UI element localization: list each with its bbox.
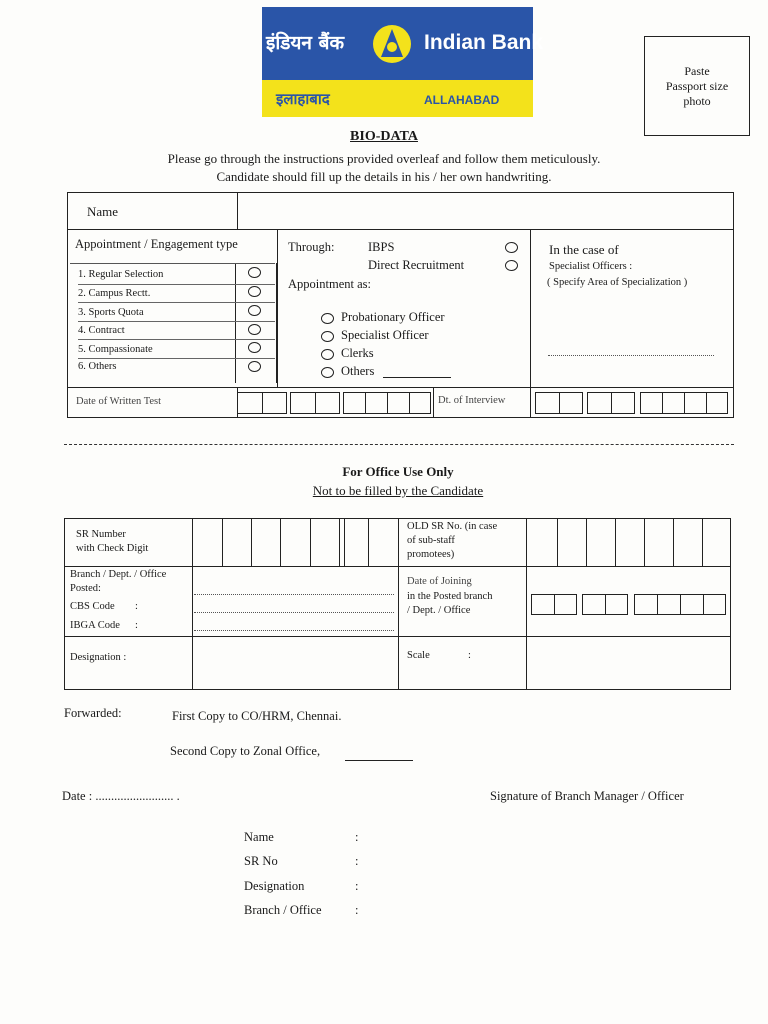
scale-label: Scale [407, 650, 430, 661]
branch-label-2: Posted: [70, 583, 101, 594]
appointment-as-label: Appointment as: [288, 277, 371, 291]
appointment-as-clerks-radio[interactable] [321, 349, 334, 360]
photo-box-line2: Passport size [665, 79, 729, 93]
appointment-as-so: Specialist Officer [341, 328, 429, 342]
row-divider [78, 284, 275, 285]
cbs-code-write-line[interactable] [194, 612, 394, 613]
through-ibps-radio[interactable] [505, 242, 518, 253]
logo-hindi-name: इंडियन बैंक [266, 32, 345, 54]
sr-number-label-1: SR Number [76, 529, 126, 540]
scale-colon: : [468, 650, 471, 661]
box-divider [554, 594, 555, 615]
passport-photo-box [644, 36, 750, 136]
others-write-line[interactable] [383, 377, 451, 378]
written-test-label: Date of Written Test [76, 396, 162, 407]
signatory-srno-colon: : [355, 854, 359, 868]
joining-label-3: / Dept. / Office [407, 605, 471, 616]
form-divider [67, 229, 734, 230]
through-option-ibps: IBPS [368, 240, 395, 254]
photo-box-line3: photo [683, 94, 711, 108]
forwarded-label: Forwarded: [64, 706, 122, 720]
form-divider [277, 229, 278, 387]
ibga-code-write-line[interactable] [194, 630, 394, 631]
box-divider [706, 392, 707, 414]
appointment-as-others-radio[interactable] [321, 367, 334, 378]
box-divider [611, 392, 612, 414]
form-divider [433, 387, 434, 418]
through-option-direct: Direct Recruitment [368, 258, 465, 272]
specialist-case-label: In the case of [549, 242, 619, 257]
name-label: Name [87, 204, 119, 219]
signatory-name-colon: : [355, 830, 359, 844]
appointment-as-po-radio[interactable] [321, 313, 334, 324]
through-label: Through: [288, 240, 335, 254]
joining-label-1: Date of Joining [407, 576, 472, 587]
box-divider [387, 392, 388, 414]
box-divider [680, 594, 681, 615]
date-label: Date : ......................... . [62, 789, 180, 803]
form-divider [530, 229, 531, 418]
box-divider [262, 392, 263, 414]
logo-english-name: Indian Bank [424, 31, 544, 54]
appointment-as-po: Probationary Officer [341, 310, 445, 324]
box-divider [703, 594, 704, 615]
specialist-area-label: ( Specify Area of Specialization ) [547, 277, 688, 288]
signatory-designation-colon: : [355, 879, 359, 893]
box-divider [409, 392, 410, 414]
branch-write-line[interactable] [194, 594, 394, 595]
box-divider [315, 392, 316, 414]
specialist-officers-label: Specialist Officers : [549, 261, 633, 272]
old-sr-label-3: promotees) [407, 549, 455, 560]
appointment-type-1-radio[interactable] [248, 267, 261, 278]
second-copy-text: Second Copy to Zonal Office, [170, 744, 321, 758]
signatory-designation-label: Designation [244, 879, 305, 893]
appointment-as-so-radio[interactable] [321, 331, 334, 342]
name-field[interactable] [238, 193, 733, 228]
instruction-line-2: Candidate should fill up the details in his / her own handwriting. [216, 169, 552, 184]
appointment-as-others: Others [341, 364, 375, 378]
old-sr-label-1: OLD SR No. (in case [407, 521, 498, 532]
box-divider [657, 594, 658, 615]
office-use-heading: For Office Use Only [342, 464, 454, 479]
ibga-code-label: IBGA Code [70, 620, 120, 631]
appointment-type-2: 2. Campus Rectt. [78, 288, 151, 299]
joining-label-2: in the Posted branch [407, 591, 493, 602]
interview-label: Dt. of Interview [438, 395, 506, 406]
row-divider [70, 263, 275, 264]
appointment-type-2-radio[interactable] [248, 286, 261, 297]
appointment-type-1: 1. Regular Selection [78, 269, 164, 280]
appointment-type-5-radio[interactable] [248, 342, 261, 353]
branch-label-1: Branch / Dept. / Office [70, 569, 167, 580]
indian-bank-logo [262, 7, 544, 117]
scale-field[interactable] [527, 637, 730, 689]
through-direct-radio[interactable] [505, 260, 518, 271]
row-divider [78, 339, 275, 340]
designation-label: Designation : [70, 652, 127, 663]
logo-english-city: ALLAHABAD [424, 93, 500, 107]
first-copy-text: First Copy to CO/HRM, Chennai. [172, 709, 342, 723]
appointment-type-label: Appointment / Engagement type [75, 237, 238, 251]
signatory-branch-label: Branch / Office [244, 903, 322, 917]
cbs-code-label: CBS Code [70, 601, 115, 612]
specialization-write-line[interactable] [548, 355, 714, 356]
row-divider [78, 302, 275, 303]
appointment-type-3-radio[interactable] [248, 305, 261, 316]
signatory-name-label: Name [244, 830, 274, 844]
appointment-type-6: 6. Others [78, 361, 117, 372]
logo-hindi-city: इलाहाबाद [276, 90, 330, 108]
cut-line [64, 444, 734, 445]
old-sr-number-field[interactable] [527, 519, 730, 565]
form-divider [67, 387, 734, 388]
appointment-type-6-radio[interactable] [248, 361, 261, 372]
appointment-type-4: 4. Contract [78, 325, 125, 336]
cbs-colon: : [135, 601, 138, 612]
box-divider [684, 392, 685, 414]
signature-label: Signature of Branch Manager / Officer [490, 789, 684, 803]
instruction-line-1: Please go through the instructions provided overleaf and follow them meticulously. [167, 151, 601, 166]
appointment-type-5: 5. Compassionate [78, 344, 153, 355]
row-divider [78, 321, 275, 322]
box-divider [365, 392, 366, 414]
zonal-office-write-line[interactable] [345, 760, 413, 761]
box-divider [605, 594, 606, 615]
appointment-as-clerks: Clerks [341, 346, 374, 360]
ibga-colon: : [135, 620, 138, 631]
row-divider [78, 358, 275, 359]
office-divider [398, 518, 399, 690]
appointment-type-3: 3. Sports Quota [78, 307, 144, 318]
appointment-type-4-radio[interactable] [248, 324, 261, 335]
designation-field[interactable] [193, 637, 397, 689]
box-divider [559, 392, 560, 414]
signatory-srno-label: SR No [244, 854, 278, 868]
sr-number-label-2: with Check Digit [76, 543, 149, 554]
office-use-subheading: Not to be filled by the Candidate [312, 483, 484, 498]
bank-emblem-icon [367, 23, 417, 65]
box-divider [662, 392, 663, 414]
signatory-branch-colon: : [355, 903, 359, 917]
sr-number-field[interactable] [193, 519, 397, 565]
page-title: BIO-DATA [350, 129, 418, 144]
photo-box-line1: Paste [684, 64, 710, 78]
old-sr-label-2: of sub-staff [407, 535, 455, 546]
